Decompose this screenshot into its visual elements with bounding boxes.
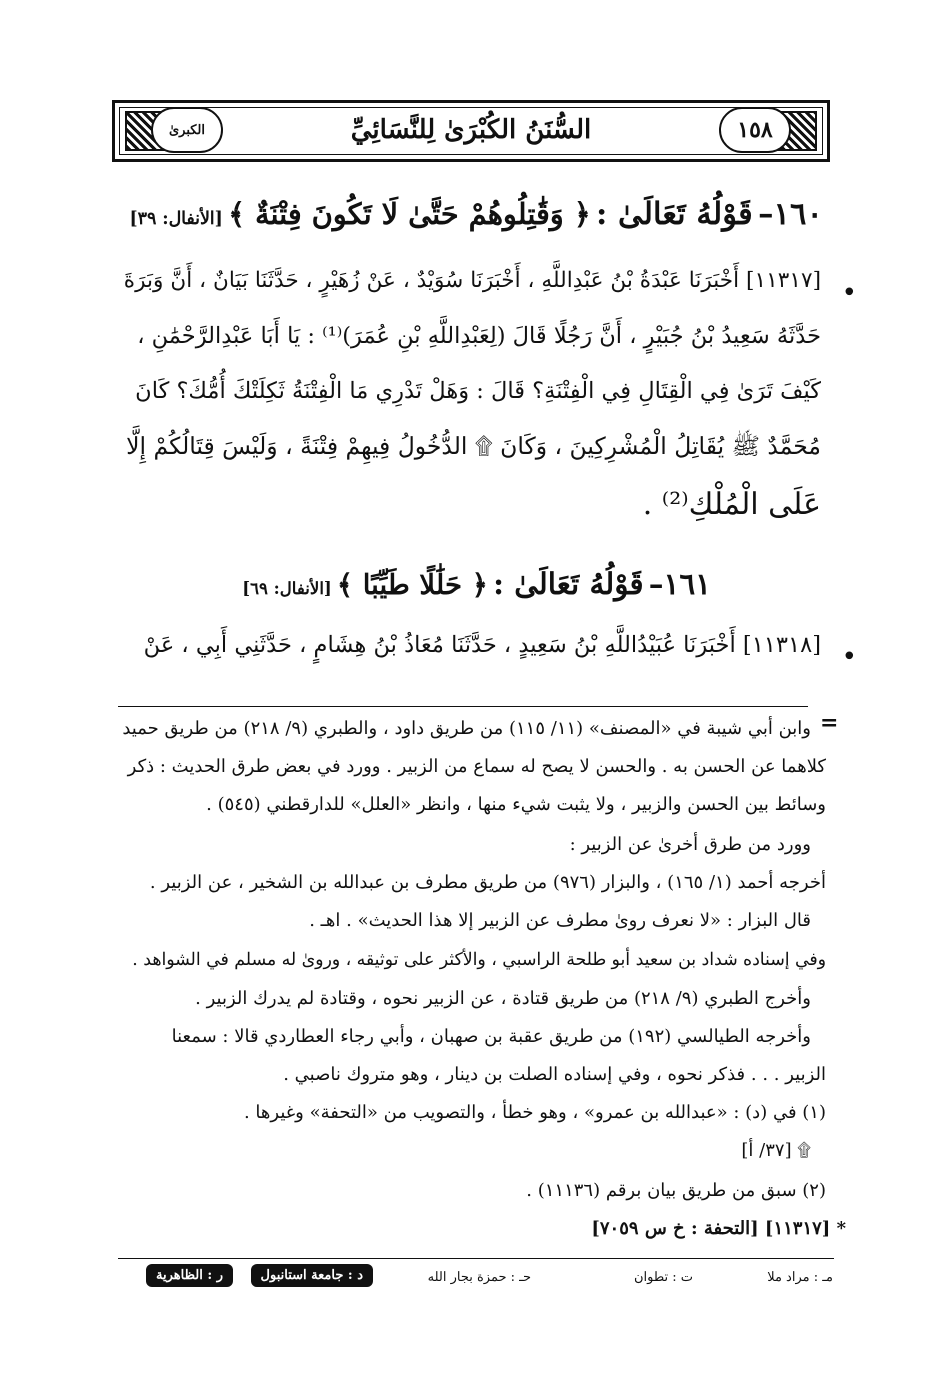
footnote-line-9: وأخرجه الطيالسي (١٩٢) من طريق عقبة بن صهبان ، وأبي رجاء العطاردي قالا : سمعنا bbox=[171, 1026, 811, 1047]
footer-manuscript-m: مـ : مراد ملا bbox=[767, 1270, 833, 1285]
footnote-line-5: أخرجه أحمد (١/ ١٦٥) ، والبزار (٩٧٦) من طريق مطرف بن عبدالله بن الشخير ، عن الزبير . bbox=[149, 872, 826, 893]
footnote-line-7: وفي إسناده شداد بن سعيد أبو طلحة الراسبي ، والأكثر على توثيقه ، وروىٰ له مسلم في الشواهد . bbox=[132, 950, 826, 970]
page-number: ١٥٨ bbox=[737, 117, 773, 143]
section-161-title: قَوْلُهُ تَعَالَىٰ : bbox=[493, 566, 644, 601]
manuscript-folio-marker: ۩ [٣٧/ أ] bbox=[741, 1140, 811, 1161]
footer-badge-istanbul: د : جامعة استانبول bbox=[251, 1264, 373, 1287]
footnote-line-4: وورد من طرق أخرىٰ عن الزبير : bbox=[569, 834, 811, 855]
hadith-11317-line-4: مُحَمَّدٌ ﷺ يُقَاتِلُ الْمُشْرِكِينَ ، وَكَانَ ۩ الدُّخُولُ فِيهِمْ فِتْنَةً ، وَلَيْسَ قِتَالُكُمْ إِلَّا bbox=[126, 432, 821, 460]
running-title: السُّنَنُ الكُبْرَىٰ لِلنَّسَائِيِّ bbox=[350, 115, 592, 145]
footnote-line-1: وابن أبي شيبة في «المصنف» (١١/ ١١٥) من طريق داود ، والطبري (٩/ ٢١٨) من طريق حميد bbox=[122, 718, 811, 739]
footer-manuscript-h: حـ : حمزة بجار الله bbox=[427, 1270, 531, 1285]
section-160-heading bbox=[123, 196, 823, 232]
hadith-11317-line-2: حَدَّثَهُ سَعِيدُ بْنُ جُبَيْرٍ ، أَنَّ رَجُلًا قَالَ (لِعَبْدِاللَّهِ بْنِ عُمَرَ)⁽¹⁾ : يَا أَبَا عَبْدِالرَّحْمَٰنِ ، bbox=[137, 323, 821, 349]
footer-manuscript-t: ت : تطوان bbox=[633, 1270, 693, 1285]
footnote-line-3: وسائط بين الحسن والزبير ، ولا يثبت شيء منها ، وانظر «العلل» للدارقطني (٥٤٥) . bbox=[206, 794, 826, 815]
footnote-1: (١) في (د) : «عبدالله بن عمرو» ، وهو خطأ ، والتصويب من «التحفة» وغيرها . bbox=[243, 1102, 826, 1123]
book-logo-text: الكبرىٰ bbox=[168, 122, 206, 138]
section-160-verse: ﴿ وَقَٰتِلُوهُمْ حَتَّىٰ لَا تَكُونَ فِتْنَةٌ ﴾ bbox=[228, 197, 591, 231]
footer-rule bbox=[118, 1258, 834, 1259]
page-number-medallion bbox=[719, 107, 791, 153]
footnote-line-10: الزبير . . . فذكر نحوه ، وفي إسناده الصلت بن دينار ، وهو متروك ناصبي . bbox=[283, 1064, 826, 1085]
tuhfa-reference: * [١١٣١٧] [التحفة : خ س ٧٠٥٩] bbox=[591, 1218, 846, 1239]
footnote-2: (٢) سبق من طريق بيان برقم (١١١٣٦) . bbox=[526, 1180, 826, 1201]
page-header bbox=[112, 100, 830, 162]
section-161-heading bbox=[241, 566, 711, 601]
hadith-11317-line-3: كَيْفَ تَرَىٰ فِي الْقِتَالِ فِي الْفِتْنَةِ؟ قَالَ : وَهَلْ تَدْرِي مَا الْفِتْنَةُ ثَكِلَتْكَ أُمُّكَ؟ كَانَ bbox=[135, 378, 821, 404]
footnote-line-2: كلاهما عن الحسن به . والحسن لا يصح له سماع من الزبير . وورد في بعض طرق الحديث : ذكر bbox=[127, 756, 826, 777]
footer-badge-zahiriyya: ر : الظاهرية bbox=[146, 1264, 233, 1287]
footnote-line-6: قال البزار : «لا نعرف روىٰ مطرف عن الزبير إلا هذا الحديث» . اهـ . bbox=[309, 910, 811, 931]
section-161-ref: [الأنفال: ٦٩] bbox=[242, 578, 332, 598]
section-161-number: ١٦١– bbox=[648, 566, 711, 601]
hadith-11317-bullet: • bbox=[841, 278, 857, 308]
hadith-11318-bullet: • bbox=[841, 642, 857, 672]
section-160-ref: [الأنفال: ٣٩] bbox=[129, 209, 223, 229]
footnote-line-8: وأخرج الطبري (٩/ ٢١٨) من طريق قتادة ، عن الزبير نحوه ، وقتادة لم يدرك الزبير . bbox=[195, 988, 811, 1009]
section-160-number: ١٦٠– bbox=[758, 196, 823, 232]
section-161-verse: ﴿ حَلَٰلًا طَيِّبًا ﴾ bbox=[336, 568, 488, 601]
hadith-11317-line-1: [١١٣١٧] أَخْبَرَنَا عَبْدَةُ بْنُ عَبْدِاللَّهِ ، أَخْبَرَنَا سُوَيْدٌ ، عَنْ زُهَيْرٍ ، حَدَّثَنَا بَيَانٌ ، أَنَّ وَبَرَةَ bbox=[123, 268, 821, 293]
hadith-11318-line-1: [١١٣١٨] أَخْبَرَنَا عُبَيْدُاللَّهِ بْنُ سَعِيدٍ ، حَدَّثَنَا مُعَاذُ بْنُ هِشَامٍ ، حَدَّثَنِي أَبِي ، عَنْ bbox=[143, 632, 821, 658]
footnote-separator bbox=[118, 706, 808, 707]
book-logo-medallion bbox=[151, 107, 223, 153]
section-160-title: قَوْلُهُ تَعَالَىٰ : bbox=[595, 196, 753, 232]
hadith-11317-line-5: عَلَى الْمُلْكِ⁽²⁾ . bbox=[642, 487, 821, 522]
footnote-continuation-marker: = bbox=[820, 710, 839, 736]
